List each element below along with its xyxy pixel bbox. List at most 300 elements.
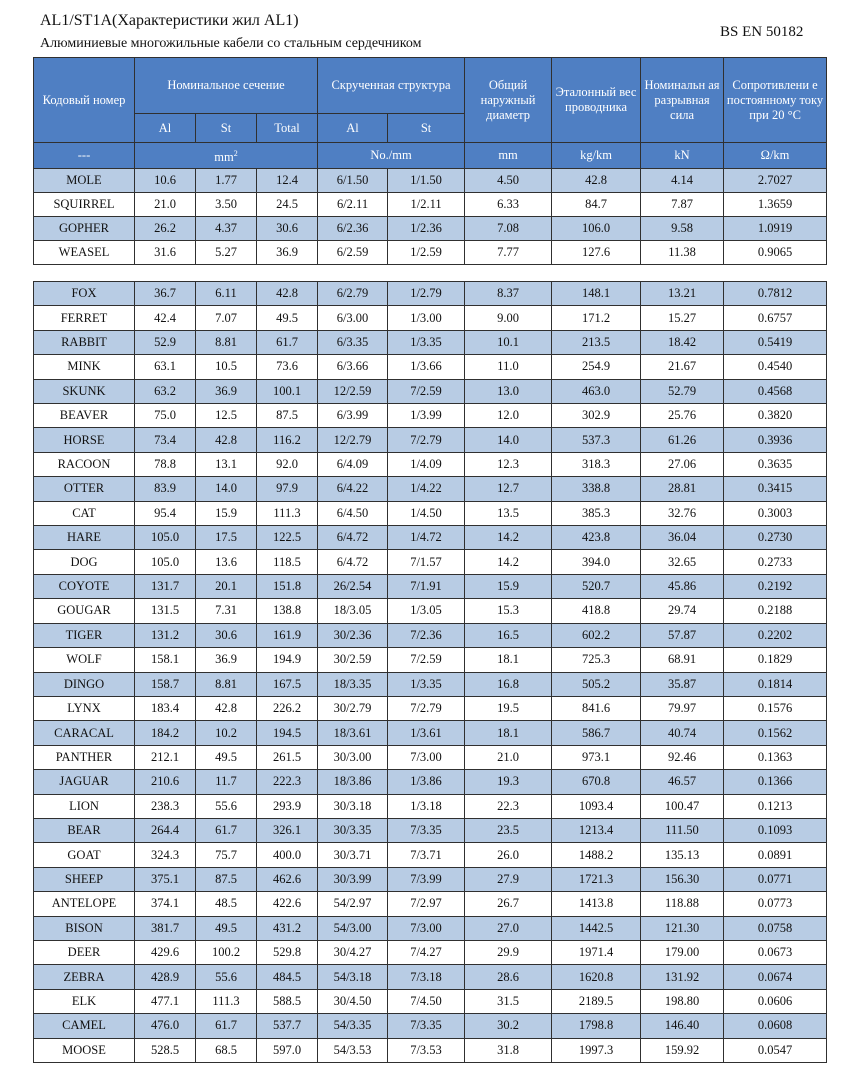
cable-code-cell: HARE (34, 526, 135, 550)
cable-code-cell: SHEEP (34, 867, 135, 891)
table-cell: 7/3.71 (388, 843, 465, 867)
table-cell: 18.1 (465, 648, 552, 672)
table-cell: 116.2 (257, 428, 318, 452)
table-cell: 0.2188 (724, 599, 827, 623)
table-cell: 146.40 (641, 1014, 724, 1038)
table-cell: 26/2.54 (318, 574, 388, 598)
table-cell: 13.5 (465, 501, 552, 525)
table-cell: 30/3.99 (318, 867, 388, 891)
cable-code-cell: LION (34, 794, 135, 818)
page-title: AL1/ST1A(Характеристики жил AL1) (40, 12, 299, 29)
table-cell: 520.7 (552, 574, 641, 598)
table-cell: 7/3.53 (388, 1038, 465, 1062)
table-row (34, 193, 827, 217)
table-cell: 1620.8 (552, 965, 641, 989)
table-cell: 0.3820 (724, 404, 827, 428)
table-cell: 10.5 (196, 355, 257, 379)
table-cell: 725.3 (552, 648, 641, 672)
table-cell: 0.0673 (724, 940, 827, 964)
table-cell: 7.77 (465, 241, 552, 265)
table-cell: 184.2 (135, 721, 196, 745)
table-cell: 1721.3 (552, 867, 641, 891)
table-cell: 36.9 (196, 648, 257, 672)
table-cell: 49.5 (196, 745, 257, 769)
table-cell: 30/3.71 (318, 843, 388, 867)
table-cell: 1.3659 (724, 193, 827, 217)
table-row (34, 989, 827, 1013)
table-cell: 18/3.35 (318, 672, 388, 696)
table-cell: 131.7 (135, 574, 196, 598)
table-cell: 21.0 (465, 745, 552, 769)
table-cell: 30/2.79 (318, 696, 388, 720)
table-cell: 318.3 (552, 452, 641, 476)
table-cell: 16.8 (465, 672, 552, 696)
table-cell: 7.08 (465, 217, 552, 241)
table-cell: 6/2.79 (318, 282, 388, 306)
table-cell: 156.30 (641, 867, 724, 891)
table-row (34, 696, 827, 720)
table-cell: 100.1 (257, 379, 318, 403)
table-cell: 0.1562 (724, 721, 827, 745)
table-cell: 73.6 (257, 355, 318, 379)
table-cell: 45.86 (641, 574, 724, 598)
table-cell: 12/2.59 (318, 379, 388, 403)
table-cell: 0.0606 (724, 989, 827, 1013)
unit-code: --- (34, 143, 135, 169)
table-cell: 15.9 (196, 501, 257, 525)
table-cell: 9.58 (641, 217, 724, 241)
table-cell: 161.9 (257, 623, 318, 647)
table-cell: 1/1.50 (388, 169, 465, 193)
table-cell: 7/4.50 (388, 989, 465, 1013)
table-cell: 35.87 (641, 672, 724, 696)
table-cell: 54/2.97 (318, 892, 388, 916)
table-cell: 6/1.50 (318, 169, 388, 193)
table-cell: 6/2.36 (318, 217, 388, 241)
header-diameter: Общий наружный диаметр (465, 58, 552, 143)
table-cell: 12.4 (257, 169, 318, 193)
table-cell: 338.8 (552, 477, 641, 501)
cable-code-cell: BEAR (34, 818, 135, 842)
table-cell: 83.9 (135, 477, 196, 501)
table-cell: 100.47 (641, 794, 724, 818)
table-cell: 30/4.50 (318, 989, 388, 1013)
table-row (34, 217, 827, 241)
table-cell: 78.8 (135, 452, 196, 476)
table-cell: 18.1 (465, 721, 552, 745)
table-cell: 171.2 (552, 306, 641, 330)
table-cell: 18/3.61 (318, 721, 388, 745)
cable-code-cell: MOOSE (34, 1038, 135, 1062)
table-cell: 264.4 (135, 818, 196, 842)
table-cell: 14.2 (465, 550, 552, 574)
table-cell: 92.46 (641, 745, 724, 769)
table-cell: 7/2.79 (388, 696, 465, 720)
table-cell: 68.5 (196, 1038, 257, 1062)
table-cell: 9.00 (465, 306, 552, 330)
table-cell: 61.7 (196, 1014, 257, 1038)
table-cell: 7/2.36 (388, 623, 465, 647)
table-cell: 7/2.97 (388, 892, 465, 916)
unit-section (135, 143, 318, 169)
table-cell: 42.4 (135, 306, 196, 330)
table-cell: 42.8 (552, 169, 641, 193)
table-body-top (34, 169, 827, 265)
table-cell: 12.7 (465, 477, 552, 501)
cable-code-cell: ANTELOPE (34, 892, 135, 916)
cable-code-cell: HORSE (34, 428, 135, 452)
table-cell: 0.2192 (724, 574, 827, 598)
table-cell: 0.7812 (724, 282, 827, 306)
table-cell: 0.0773 (724, 892, 827, 916)
table-cell: 1/3.35 (388, 330, 465, 354)
cable-code-cell: ZEBRA (34, 965, 135, 989)
unit-section-sup: 2 (233, 148, 238, 158)
table-cell: 6/3.35 (318, 330, 388, 354)
table-cell: 194.9 (257, 648, 318, 672)
table-cell: 12.5 (196, 404, 257, 428)
table-cell: 14.2 (465, 526, 552, 550)
table-cell: 121.30 (641, 916, 724, 940)
table-cell: 7.87 (641, 193, 724, 217)
table-cell: 30/2.36 (318, 623, 388, 647)
table-row (34, 599, 827, 623)
table-cell: 1/4.09 (388, 452, 465, 476)
table-cell: 6/3.00 (318, 306, 388, 330)
table-row (34, 428, 827, 452)
table-row (34, 940, 827, 964)
header-code: Кодовый номер (34, 58, 135, 143)
cable-code-cell: MINK (34, 355, 135, 379)
table-cell: 537.3 (552, 428, 641, 452)
table-cell: 0.9065 (724, 241, 827, 265)
table-cell: 1/3.99 (388, 404, 465, 428)
table-cell: 21.0 (135, 193, 196, 217)
table-cell: 7/3.35 (388, 818, 465, 842)
table-cell: 49.5 (196, 916, 257, 940)
table-cell: 400.0 (257, 843, 318, 867)
table-cell: 75.0 (135, 404, 196, 428)
cable-code-cell: FERRET (34, 306, 135, 330)
unit-section-text: mm (214, 150, 234, 165)
table-cell: 30/4.27 (318, 940, 388, 964)
table-cell: 24.5 (257, 193, 318, 217)
table-cell: 4.14 (641, 169, 724, 193)
table-cell: 1/3.00 (388, 306, 465, 330)
table-cell: 1798.8 (552, 1014, 641, 1038)
table-cell: 394.0 (552, 550, 641, 574)
table-cell: 54/3.18 (318, 965, 388, 989)
table-cell: 32.76 (641, 501, 724, 525)
table-cell: 105.0 (135, 526, 196, 550)
table-cell: 1.77 (196, 169, 257, 193)
table-cell: 13.6 (196, 550, 257, 574)
cable-code-cell: BEAVER (34, 404, 135, 428)
cable-table-bottom (33, 281, 827, 1063)
table-cell: 79.97 (641, 696, 724, 720)
table-cell: 6/4.50 (318, 501, 388, 525)
table-cell: 46.57 (641, 770, 724, 794)
table-cell: 5.27 (196, 241, 257, 265)
table-cell: 36.7 (135, 282, 196, 306)
table-cell: 179.00 (641, 940, 724, 964)
table-cell: 7/3.35 (388, 1014, 465, 1038)
header-sub-al-strand: Al (318, 114, 388, 143)
header-nominal-section: Номинальное сечение (135, 58, 318, 114)
table-cell: 1/3.66 (388, 355, 465, 379)
table-cell: 1/3.61 (388, 721, 465, 745)
table-cell: 1/4.72 (388, 526, 465, 550)
cable-code-cell: WOLF (34, 648, 135, 672)
table-cell: 25.76 (641, 404, 724, 428)
table-cell: 54/3.00 (318, 916, 388, 940)
table-cell: 2189.5 (552, 989, 641, 1013)
unit-diameter: mm (465, 143, 552, 169)
table-row (34, 379, 827, 403)
table-cell: 3.50 (196, 193, 257, 217)
table-cell: 1/2.11 (388, 193, 465, 217)
table-cell: 7/3.00 (388, 916, 465, 940)
table-cell: 12/2.79 (318, 428, 388, 452)
table-cell: 17.5 (196, 526, 257, 550)
table-cell: 222.3 (257, 770, 318, 794)
table-cell: 26.2 (135, 217, 196, 241)
table-cell: 210.6 (135, 770, 196, 794)
table-row (34, 672, 827, 696)
table-cell: 30.2 (465, 1014, 552, 1038)
table-cell: 7/2.59 (388, 379, 465, 403)
cable-code-cell: CAMEL (34, 1014, 135, 1038)
table-cell: 429.6 (135, 940, 196, 964)
table-cell: 118.5 (257, 550, 318, 574)
table-cell: 148.1 (552, 282, 641, 306)
table-cell: 6/4.72 (318, 526, 388, 550)
table-cell: 1093.4 (552, 794, 641, 818)
table-cell: 30.6 (257, 217, 318, 241)
cable-code-cell: BISON (34, 916, 135, 940)
cable-code-cell: PANTHER (34, 745, 135, 769)
table-cell: 30.6 (196, 623, 257, 647)
cable-code-cell: GOUGAR (34, 599, 135, 623)
cable-code-cell: GOAT (34, 843, 135, 867)
table-cell: 0.0674 (724, 965, 827, 989)
table-cell: 11.0 (465, 355, 552, 379)
table-cell: 1413.8 (552, 892, 641, 916)
table-cell: 23.5 (465, 818, 552, 842)
table-cell: 42.8 (196, 696, 257, 720)
table-cell: 0.1576 (724, 696, 827, 720)
table-cell: 537.7 (257, 1014, 318, 1038)
table-cell: 87.5 (196, 867, 257, 891)
table-row (34, 501, 827, 525)
table-cell: 4.50 (465, 169, 552, 193)
table-cell: 6.11 (196, 282, 257, 306)
table-row (34, 721, 827, 745)
table-cell: 7/3.18 (388, 965, 465, 989)
table-cell: 151.8 (257, 574, 318, 598)
table-cell: 21.67 (641, 355, 724, 379)
header-sub-al: Al (135, 114, 196, 143)
table-cell: 118.88 (641, 892, 724, 916)
table-cell: 423.8 (552, 526, 641, 550)
table-cell: 40.74 (641, 721, 724, 745)
table-cell: 7/3.99 (388, 867, 465, 891)
table-cell: 8.81 (196, 672, 257, 696)
table-cell: 586.7 (552, 721, 641, 745)
table-cell: 97.9 (257, 477, 318, 501)
table-cell: 505.2 (552, 672, 641, 696)
table-cell: 18/3.86 (318, 770, 388, 794)
table-cell: 11.7 (196, 770, 257, 794)
table-cell: 0.2733 (724, 550, 827, 574)
table-cell: 105.0 (135, 550, 196, 574)
table-cell: 49.5 (257, 306, 318, 330)
table-cell: 8.81 (196, 330, 257, 354)
table-cell: 1/3.18 (388, 794, 465, 818)
table-cell: 1/4.22 (388, 477, 465, 501)
table-row (34, 745, 827, 769)
table-cell: 12.0 (465, 404, 552, 428)
table-row (34, 404, 827, 428)
table-cell: 1971.4 (552, 940, 641, 964)
table-cell: 131.5 (135, 599, 196, 623)
table-cell: 213.5 (552, 330, 641, 354)
table-cell: 226.2 (257, 696, 318, 720)
table-cell: 0.1093 (724, 818, 827, 842)
table-cell: 26.0 (465, 843, 552, 867)
table-cell: 0.4568 (724, 379, 827, 403)
table-cell: 212.1 (135, 745, 196, 769)
table-cell: 1/2.36 (388, 217, 465, 241)
table-cell: 8.37 (465, 282, 552, 306)
table-cell: 374.1 (135, 892, 196, 916)
table-row (34, 330, 827, 354)
table-cell: 92.0 (257, 452, 318, 476)
cable-code-cell: LYNX (34, 696, 135, 720)
table-cell: 54/3.53 (318, 1038, 388, 1062)
table-cell: 19.3 (465, 770, 552, 794)
table-cell: 10.2 (196, 721, 257, 745)
table-cell: 1.0919 (724, 217, 827, 241)
table-cell: 18/3.05 (318, 599, 388, 623)
table-cell: 1213.4 (552, 818, 641, 842)
table-cell: 167.5 (257, 672, 318, 696)
table-cell: 528.5 (135, 1038, 196, 1062)
table-row (34, 526, 827, 550)
table-cell: 7/3.00 (388, 745, 465, 769)
header-breaking-load: Номинальн ая разрывная сила (641, 58, 724, 143)
table-cell: 7/1.91 (388, 574, 465, 598)
table-cell: 127.6 (552, 241, 641, 265)
table-cell: 0.3415 (724, 477, 827, 501)
table-cell: 55.6 (196, 965, 257, 989)
cable-code-cell: DINGO (34, 672, 135, 696)
table-cell: 61.7 (196, 818, 257, 842)
table-cell: 0.3003 (724, 501, 827, 525)
table-cell: 1/4.50 (388, 501, 465, 525)
table-cell: 30/3.18 (318, 794, 388, 818)
table-row (34, 477, 827, 501)
table-cell: 0.4540 (724, 355, 827, 379)
table-cell: 14.0 (196, 477, 257, 501)
table-cell: 841.6 (552, 696, 641, 720)
cable-code-cell: FOX (34, 282, 135, 306)
table-cell: 28.81 (641, 477, 724, 501)
table-cell: 238.3 (135, 794, 196, 818)
table-cell: 95.4 (135, 501, 196, 525)
table-cell: 57.87 (641, 623, 724, 647)
table-row (34, 574, 827, 598)
table-cell: 159.92 (641, 1038, 724, 1062)
table-cell: 32.65 (641, 550, 724, 574)
table-cell: 0.5419 (724, 330, 827, 354)
table-row (34, 1038, 827, 1062)
table-cell: 0.3635 (724, 452, 827, 476)
table-cell: 529.8 (257, 940, 318, 964)
table-cell: 418.8 (552, 599, 641, 623)
header-sub-st: St (196, 114, 257, 143)
table-cell: 7/2.79 (388, 428, 465, 452)
table-cell: 6/3.99 (318, 404, 388, 428)
table-row (34, 843, 827, 867)
table-cell: 138.8 (257, 599, 318, 623)
table-cell: 30/3.00 (318, 745, 388, 769)
table-cell: 6/4.09 (318, 452, 388, 476)
table-cell: 0.6757 (724, 306, 827, 330)
table-row (34, 892, 827, 916)
table-cell: 42.8 (257, 282, 318, 306)
table-cell: 254.9 (552, 355, 641, 379)
table-row (34, 452, 827, 476)
table-cell: 131.2 (135, 623, 196, 647)
table-cell: 0.0891 (724, 843, 827, 867)
table-cell: 16.5 (465, 623, 552, 647)
table-cell: 324.3 (135, 843, 196, 867)
table-row (34, 648, 827, 672)
table-cell: 36.04 (641, 526, 724, 550)
table-row (34, 241, 827, 265)
cable-code-cell: OTTER (34, 477, 135, 501)
cable-code-cell: TIGER (34, 623, 135, 647)
cable-code-cell: DOG (34, 550, 135, 574)
table-cell: 1/3.86 (388, 770, 465, 794)
table-cell: 1/3.35 (388, 672, 465, 696)
table-cell: 183.4 (135, 696, 196, 720)
unit-weight: kg/km (552, 143, 641, 169)
table-cell: 1/3.05 (388, 599, 465, 623)
table-cell: 31.6 (135, 241, 196, 265)
table-cell: 20.1 (196, 574, 257, 598)
table-row (34, 623, 827, 647)
table-cell: 158.7 (135, 672, 196, 696)
table-cell: 12.3 (465, 452, 552, 476)
table-cell: 22.3 (465, 794, 552, 818)
table-cell: 27.0 (465, 916, 552, 940)
table-cell: 15.9 (465, 574, 552, 598)
page-subtitle: Алюминиевые многожильные кабели со стальным сердечником (40, 36, 422, 51)
table-cell: 55.6 (196, 794, 257, 818)
table-row (34, 1014, 827, 1038)
table-cell: 84.7 (552, 193, 641, 217)
table-cell: 428.9 (135, 965, 196, 989)
table-cell: 326.1 (257, 818, 318, 842)
table-cell: 29.9 (465, 940, 552, 964)
table-cell: 61.7 (257, 330, 318, 354)
unit-resistance: Ω/km (724, 143, 827, 169)
table-cell: 0.1829 (724, 648, 827, 672)
table-cell: 19.5 (465, 696, 552, 720)
table-cell: 15.3 (465, 599, 552, 623)
